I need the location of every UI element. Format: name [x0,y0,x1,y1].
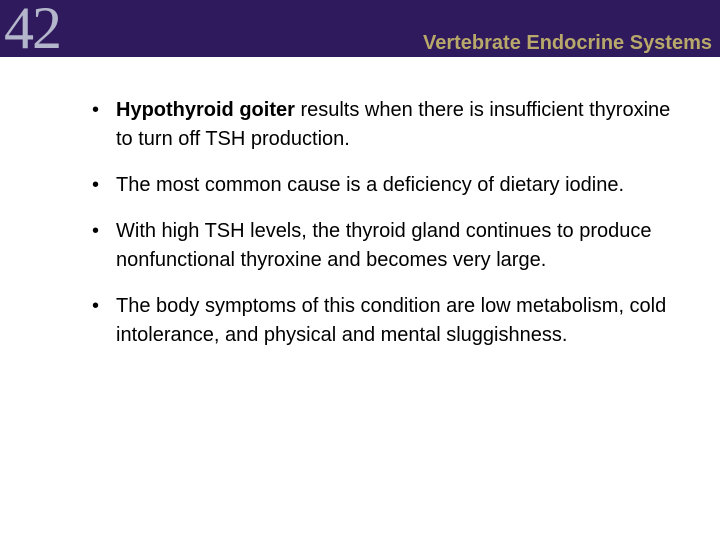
bullet-item [92,96,672,154]
bullet-item [92,292,672,350]
bullet-item [92,171,672,200]
bullet-icon: • [92,99,100,121]
bullet-text: With high TSH levels, the thyroid gland continues to produce nonfunctional thyroxine and becomes very large. [116,220,652,271]
chapter-number: 42 [4,0,60,61]
bullet-icon: • [92,220,100,242]
slide-title: Vertebrate Endocrine Systems [422,32,712,54]
bullet-text: results when there is insufficient thyroxine to turn off TSH production. [116,99,671,150]
bullet-bold-text: Hypothyroid goiter [116,99,295,121]
bullet-icon: • [92,174,100,196]
header-bar [0,0,720,61]
bullet-item [92,217,672,275]
bullet-icon: • [92,295,100,317]
bullet-text: The body symptoms of this condition are low metabolism, cold intolerance, and physical and mental sluggishness. [116,295,667,346]
bullet-text: The most common cause is a deficiency of dietary iodine. [116,174,625,196]
bullet-list [92,96,672,367]
